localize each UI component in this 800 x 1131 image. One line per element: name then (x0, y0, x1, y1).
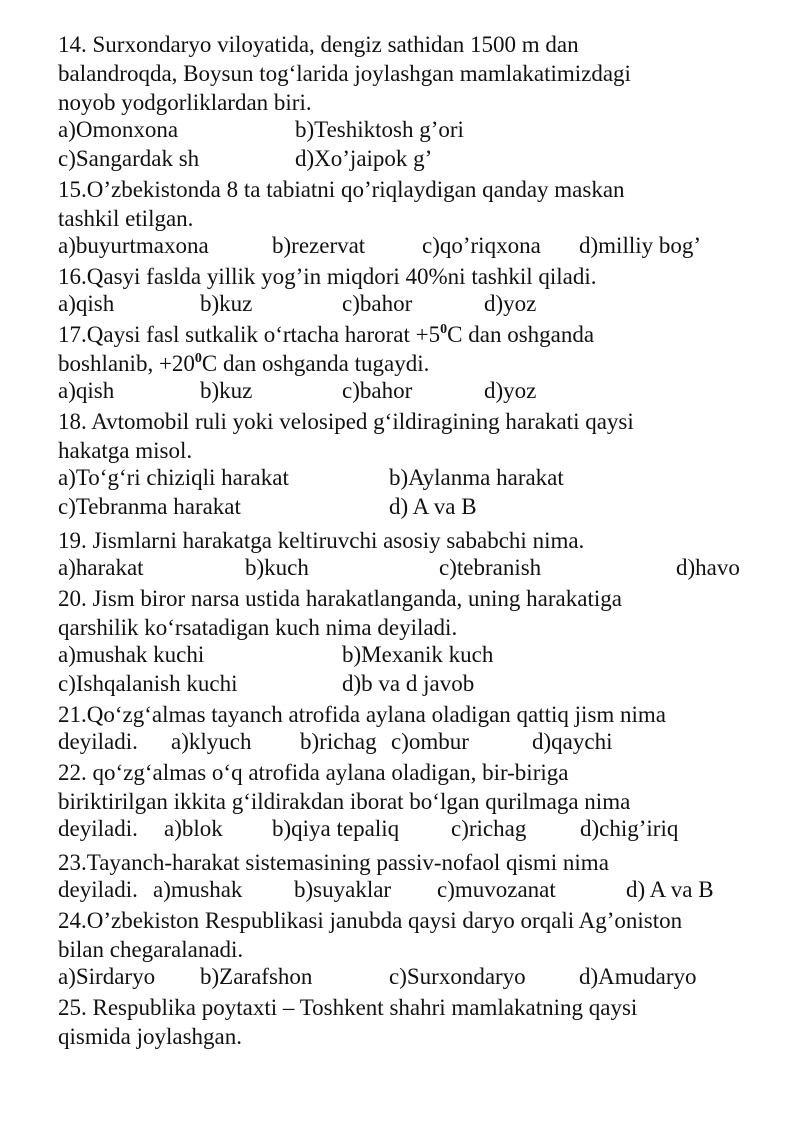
answer-options (58, 146, 758, 175)
question-18 (58, 407, 758, 523)
option-b: b)kuch (245, 555, 309, 580)
question-23 (58, 848, 758, 906)
question-text: 23.Tayanch-harakat sistemasining passiv-nofaol qismi nima (58, 850, 609, 875)
answer-options (58, 465, 758, 494)
option-a: a)qish (58, 291, 115, 316)
option-d: d)qaychi (532, 729, 613, 754)
option-b: b)kuz (200, 291, 253, 316)
option-d: d)Amudaryo (579, 964, 697, 989)
option-c: c)bahor (342, 378, 413, 403)
question-21 (58, 700, 758, 758)
question-text: 20. Jism biror narsa ustida harakatlanganda, uning harakatiga (58, 586, 622, 611)
answer-options (58, 877, 758, 906)
option-b: b)richag (300, 729, 377, 754)
superscript: 0 (440, 322, 448, 337)
option-c: c)richag (451, 816, 527, 841)
question-text-tail: deyiladi. (58, 877, 138, 902)
question-text: balandroqda, Boysun tog‘larida joylashgan mamlakatimizdagi (58, 61, 631, 86)
option-d: d)havo (676, 555, 740, 580)
question-20 (58, 584, 758, 700)
option-a: a)Sirdaryo (58, 964, 156, 989)
option-d: d)chig’iriq (580, 816, 679, 841)
option-c: c)bahor (342, 291, 413, 316)
answer-options (58, 816, 758, 845)
option-d: d)b va d javob (342, 671, 475, 696)
option-c: c)muvozanat (437, 877, 556, 902)
question-text: 16.Qasyi faslda yillik yog’in miqdori 40%ni tashkil qiladi. (58, 264, 597, 289)
option-a: a)blok (164, 816, 223, 841)
question-17 (58, 320, 758, 407)
answer-options (58, 555, 758, 584)
question-text: 15.O’zbekistonda 8 ta tabiatni qo’riqlaydigan qanday maskan (58, 177, 625, 202)
answer-options (58, 642, 758, 671)
question-text: 21.Qo‘zg‘almas tayanch atrofida aylana oladigan qattiq jism nima (58, 702, 667, 727)
option-b: b)Mexanik kuch (342, 642, 494, 667)
option-d: d) A va B (389, 494, 477, 519)
question-text-tail: deyiladi. (58, 816, 138, 841)
option-a: a)qish (58, 378, 115, 403)
answer-options (58, 671, 758, 700)
option-d: d)yoz (484, 291, 537, 316)
question-text: 18. Avtomobil ruli yoki velosiped g‘ildiragining harakati qaysi (58, 409, 634, 434)
option-c: c)Tebranma harakat (58, 494, 241, 519)
option-c: c)Sangardak sh (58, 146, 200, 171)
question-text: 19. Jismlarni harakatga keltiruvchi asosiy sababchi nima. (58, 528, 585, 553)
option-b: b)Teshiktosh g’ori (295, 117, 464, 142)
option-b: b)rezervat (272, 233, 366, 258)
question-24 (58, 906, 758, 993)
answer-options (58, 378, 758, 407)
option-a: a)To‘g‘ri chiziqli harakat (58, 465, 289, 490)
question-25 (58, 993, 758, 1051)
option-c: c)ombur (391, 729, 469, 754)
question-text: 17.Qaysi fasl sutkalik o‘rtacha harorat $+5^0C$ dan oshganda (58, 322, 595, 347)
question-text: qismida joylashgan. (58, 1024, 242, 1049)
question-text: 24.O’zbekiston Respublikasi janubda qaysi daryo orqali Ag’oniston (58, 908, 683, 933)
question-text: biriktirilgan ikkita g‘ildirakdan iborat bo‘lgan qurilmaga nima (58, 789, 631, 814)
option-d: d)yoz (484, 378, 537, 403)
question-14 (58, 30, 758, 175)
option-c: c)qo’riqxona (422, 233, 541, 258)
question-text: qarshilik ko‘rsatadigan kuch nima deyiladi. (58, 615, 458, 640)
option-c: c)tebranish (439, 555, 542, 580)
option-a: a)klyuch (171, 729, 252, 754)
question-text: boshlanib, $+20^0C$ dan oshganda tugaydi. (58, 351, 430, 376)
answer-options (58, 233, 758, 262)
question-text-tail: deyiladi. (58, 729, 138, 754)
option-b: b)Zarafshon (200, 964, 313, 989)
answer-options (58, 964, 758, 993)
option-a: a)Omonxona (58, 117, 179, 142)
option-a: a)mushak kuchi (58, 642, 205, 667)
option-b: b)kuz (200, 378, 253, 403)
option-d: d)Xo’jaipok g’ (295, 146, 433, 171)
option-d: d) A va B (626, 877, 714, 902)
option-b: b)Aylanma harakat (389, 465, 564, 490)
answer-options (58, 117, 758, 146)
option-b: b)suyaklar (294, 877, 392, 902)
option-c: c)Surxondaryo (389, 964, 526, 989)
option-a: a)buyurtmaxona (58, 233, 209, 258)
answer-options (58, 729, 758, 758)
superscript: 0 (194, 351, 202, 366)
question-text: 22. qo‘zg‘almas o‘q atrofida aylana oladigan, bir-biriga (58, 760, 569, 785)
option-a: a)harakat (58, 555, 144, 580)
question-16 (58, 262, 758, 320)
document-page (58, 30, 758, 1051)
question-22 (58, 758, 758, 845)
answer-options (58, 494, 758, 523)
question-15 (58, 175, 758, 262)
question-text: bilan chegaralanadi. (58, 937, 244, 962)
question-19 (58, 526, 758, 584)
question-text: 14. Surxondaryo viloyatida, dengiz sathidan 1500 m dan (58, 32, 579, 57)
question-text: noyob yodgorliklardan biri. (58, 90, 312, 115)
question-text: 25. Respublika poytaxti – Toshkent shahri mamlakatning qaysi (58, 995, 638, 1020)
option-b: b)qiya tepaliq (272, 816, 400, 841)
question-text: tashkil etilgan. (58, 206, 194, 231)
question-text: hakatga misol. (58, 438, 193, 463)
option-a: a)mushak (153, 877, 243, 902)
answer-options (58, 291, 758, 320)
option-d: d)milliy bog’ (579, 233, 702, 258)
option-c: c)Ishqalanish kuchi (58, 671, 238, 696)
